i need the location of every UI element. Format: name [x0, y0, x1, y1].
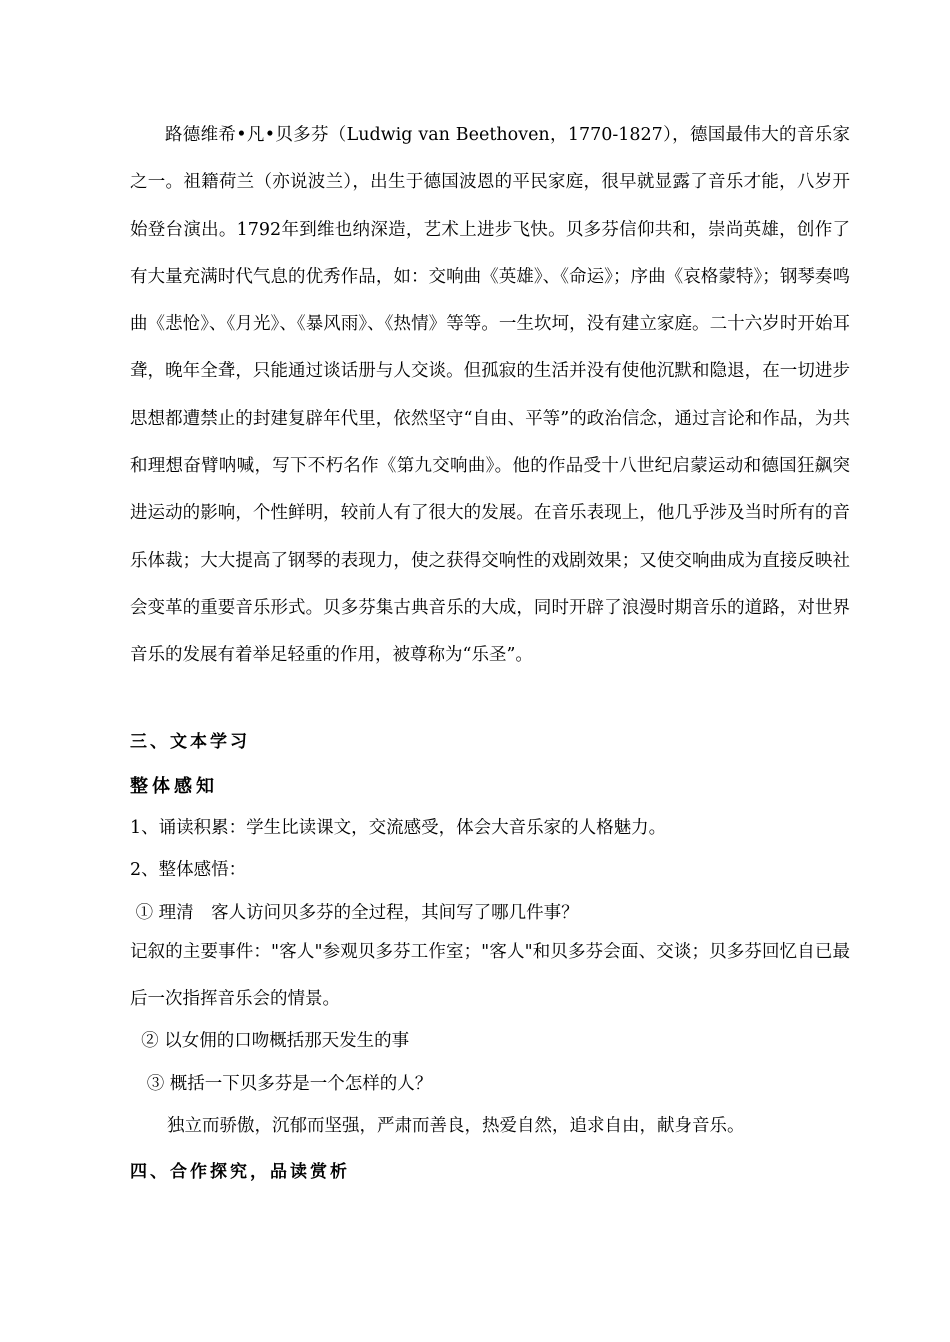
answer-1: 记叙的主要事件："客人"参观贝多芬工作室；"客人"和贝多芬会面、交谈；贝多芬回忆自已最后一次指挥音乐会的情景。: [130, 942, 850, 1009]
question-2: ② 以女佣的口吻概括那天发生的事: [130, 1031, 410, 1051]
section-heading-text-study: 三、文本学习: [130, 732, 250, 752]
subheading-overall-perception: 整体感知: [130, 776, 218, 797]
question-1: ① 理清 客人访问贝多芬的全过程，其间写了哪几件事？: [130, 903, 579, 923]
item-overall-understanding: 2、整体感悟：: [130, 860, 247, 880]
question-3: ③ 概括一下贝多芬是一个怎样的人？: [130, 1074, 433, 1094]
section-heading-cooperative-inquiry: 四、合作探究，品读赏析: [130, 1162, 350, 1182]
item-recitation: 1、诵读积累：学生比读课文，交流感受，体会大音乐家的人格魅力。: [130, 818, 667, 838]
answer-3: 独立而骄傲，沉郁而坚强，严肃而善良，热爱自然，追求自由，献身音乐。: [167, 1116, 745, 1136]
beethoven-biography-paragraph: 路德维希•凡•贝多芬（Ludwig van Beethoven，1770-1827），德国最伟大的音乐家之一。祖籍荷兰（亦说波兰），出生于德国波恩的平民家庭，很早就显露了音乐才能，八岁开始登台演出。1792年到维也纳深造，艺术上进步飞快。贝多芬信仰共和，崇尚英雄，创作了有大量充满时代气息的优秀作品，如：交响曲《英雄》、《命运》；序曲《哀格蒙特》；钢琴奏鸣曲《悲怆》、《月光》、《暴风雨》、《热情》等等。一生坎坷，没有建立家庭。二十六岁时开始耳聋，晚年全聋，只能通过谈话册与人交谈。但孤寂的生活并没有使他沉默和隐退，在一切进步思想都遭禁止的封建复辟年代里，依然坚守“自由、平等”的政治信念，通过言论和作品，为共和理想奋臂呐喊，写下不朽名作《第九交响曲》。他的作品受十八世纪启蒙运动和德国狂飙突进运动的影响，个性鲜明，较前人有了很大的发展。在音乐表现上，他几乎涉及当时所有的音乐体裁；大大提高了钢琴的表现力，使之获得交响性的戏剧效果；又使交响曲成为直接反映社会变革的重要音乐形式。贝多芬集古典音乐的大成，同时开辟了浪漫时期音乐的道路，对世界音乐的发展有着举足轻重的作用，被尊称为“乐圣”。: [130, 125, 850, 666]
